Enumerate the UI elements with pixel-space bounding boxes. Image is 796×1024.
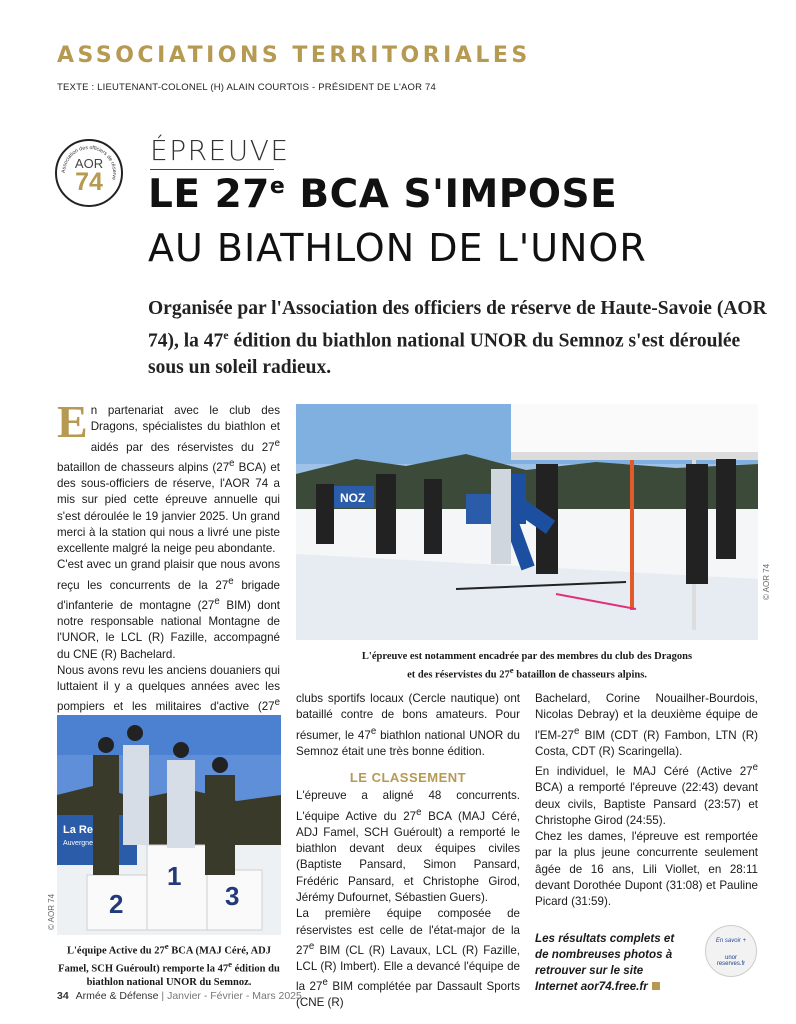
svg-text:La Re: La Re [63, 824, 93, 836]
svg-text:1: 1 [167, 861, 182, 891]
results-note: Les résultats complets et de nombreuses photos à retrouver sur le site Internet aor74.free.fr [535, 931, 675, 994]
drop-cap: E [57, 396, 88, 447]
headline-line1: LE 27e BCA S'IMPOSE [148, 172, 618, 217]
logo-number: 74 [75, 168, 103, 196]
podium-photo [57, 715, 281, 935]
body-column-2: clubs sportifs locaux (Cercle nautique) ont bataillé contre de bons amateurs. Pour résumer, le 47e biathlon national UNOR du Semnoz était une très bonne édition. LE CLASSEMENT L'épreuve a aligné 48 concurrents. L'équipe Active du 27e BCA (MAJ Céré, ADJ Famel, SCH Guéroult) a remporté le biathlon devant deux équipes civiles (Baptiste Pansard, Simon Pansard, Frédéric Pansard, et Christophe Girod, Jérémy Dufournet, Sébastien Guers). La première équipe composée de réservistes est celle de l'état-major de la 27e BIM (CL (R) Lavaux, LCL (R) Fazille, LCL (R) Imbert). Elle a devancé l'équipe de la 27e BIM complétée par Dassault Sports (CNE (R) [296, 692, 521, 1010]
page-footer: 34 Armée & Défense | Janvier - Février - Mars 2025 [57, 990, 302, 1002]
issue-date: Janvier - Février - Mars 2025 [167, 990, 302, 1002]
svg-text:2: 2 [109, 889, 124, 919]
logo-aor-text: AOR [74, 156, 104, 171]
unor-badge[interactable] [705, 925, 757, 977]
photo-caption-main: L'épreuve est notamment encadrée par des membres du club des Dragons et des réservistes du 27e bataillon de chasseurs alpins. [361, 651, 693, 680]
kicker-underline [150, 169, 274, 170]
svg-text:NOZ: NOZ [340, 491, 366, 505]
badge-label: En savoir + [715, 938, 747, 944]
svg-text:Association des officiers de r: Association des officiers de réserve [60, 144, 118, 181]
svg-text:3: 3 [225, 881, 240, 911]
page-number: 34 [57, 990, 69, 1002]
end-square [652, 982, 660, 990]
section-title: ASSOCIATIONS TERRITORIALES [57, 43, 531, 68]
aor74-logo [55, 139, 123, 207]
body-column-3: Bachelard, Corine Nouailher-Bourdois, Nicolas Debray) et la deuxième équipe de l'EM-27e BIM (CDT (R) Fambon, LTN (R) Costa, CDT (R) Scaringella). En individuel, le MAJ Céré (Active 27e BCA) a remporté l'épreuve (22:43) devant deux civils, Baptiste Pansard (23:57) et Christophe Girod (24:55). Chez les dames, l'épreuve est remportée par la plus jeune concurrente seulement âgée de 16 ans, Lili Viollet, en 28:11 devant Dorothée Dupont (31:08) et Pauline Picard (31:59). Les résultats complets et de nombreuses photos à retrouver sur le site Internet aor74.free.fr [535, 691, 758, 996]
badge-unor: unor reserves.fr [716, 955, 746, 967]
photo-credit-podium: © AOR 74 [47, 893, 56, 930]
svg-text:Auvergne: Auvergne [63, 840, 93, 847]
author-credit: TEXTE : LIEUTENANT-COLONEL (H) ALAIN COURTOIS - PRÉSIDENT DE L'AOR 74 [57, 82, 436, 93]
photo-caption-podium: L'équipe Active du 27e BCA (MAJ Céré, ADJ Famel, SCH Guéroult) remporte la 47e édition du biathlon national UNOR du Semnoz. [58, 941, 280, 988]
subhead-classement: LE CLASSEMENT [349, 770, 467, 786]
magazine-name: Armée & Défense [75, 990, 159, 1002]
photo-credit-main: © AOR 74 [762, 563, 771, 600]
body-column-1: En partenariat avec le club des Dragons, spécialistes du biathlon et aidés par des réservistes du 27e bataillon de chasseurs alpins (27e BCA) et des sous-officiers de réserve, l'AOR 74 a mis sur pied cette épreuve annuelle qui s'est déroulée le 19 janvier 2025. Un grand merci à la station qui nous a livré une piste excellente malgré la neige peu abondante. C'est avec un grand plaisir que nous avons reçu les concurrents de la 27e brigade d'infanterie de montagne (27e BIM) dont notre responsable national Montagne de l'UNOR, le LCL (R) Fazille, accompagné du CNE (R) Bachelard. Nous avons revu les anciens douaniers qui luttaient il y a quelques années avec les pompiers et les militaires d'active (27e [57, 396, 281, 714]
article-lead: Organisée par l'Association des officiers de réserve de Haute-Savoie (AOR 74), la 47e édition du biathlon national UNOR du Semnoz s'est déroulée sous un soleil radieux. [148, 298, 767, 378]
article-kicker: ÉPREUVE [150, 134, 290, 167]
headline-line2: AU BIATHLON DE L'UNOR [148, 226, 647, 270]
biathlon-race-photo [296, 404, 758, 640]
